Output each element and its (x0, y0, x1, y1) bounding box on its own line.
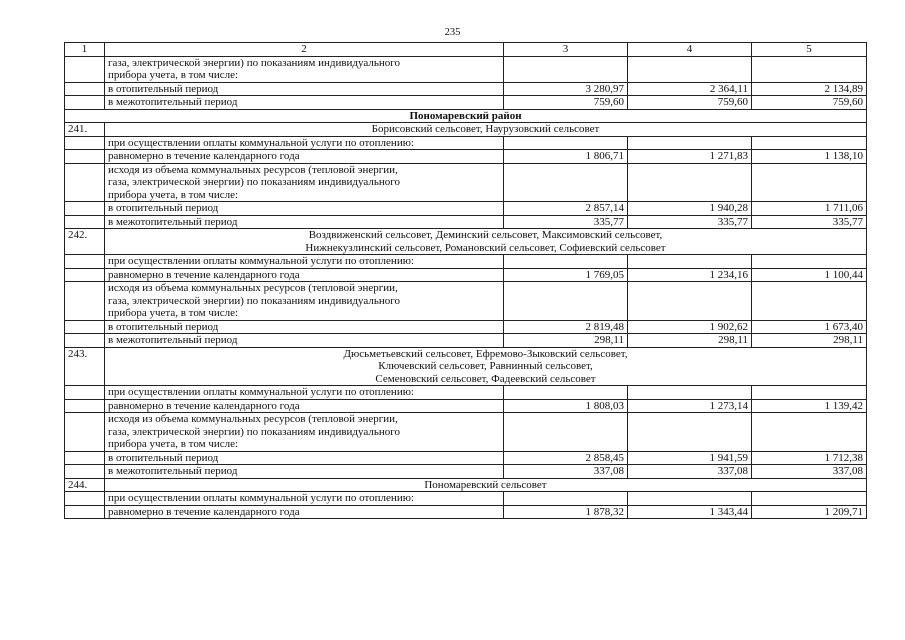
row-label: равномерно в течение календарного года (105, 399, 504, 413)
value-cell (628, 163, 752, 202)
row-number-cell (65, 334, 105, 348)
value-col-5: 2 134,89 (752, 82, 867, 96)
value-col-3: 1 878,32 (504, 505, 628, 519)
desc-line: прибора учета, в том числе: (108, 438, 239, 450)
desc-line: прибора учета, в том числе: (108, 307, 239, 319)
row-number-cell (65, 505, 105, 519)
value-cell (628, 136, 752, 150)
desc-line: исходя из объема коммунальных ресурсов (тепловой энергии, (108, 163, 398, 176)
tariff-table-body (65, 43, 867, 519)
interheating-period-row (65, 465, 867, 479)
section-number: 243. (65, 347, 105, 386)
desc-line: прибора учета, в том числе: (108, 188, 239, 201)
value-col-5: 1 711,06 (752, 202, 867, 216)
row-number-cell (65, 163, 105, 202)
value-col-3: 337,08 (504, 465, 628, 479)
row-label: в отопительный период (105, 82, 504, 96)
value-col-4: 335,77 (628, 215, 752, 229)
continuation-desc-row (65, 56, 867, 82)
section-title-line: Дюсьметьевский сельсовет, Ефремово-Зыковский сельсовет, (343, 347, 628, 360)
value-cell (628, 386, 752, 400)
payment-method-row (65, 386, 867, 400)
section-title (105, 123, 867, 137)
value-col-5: 759,60 (752, 96, 867, 110)
row-number-cell (65, 215, 105, 229)
desc-line: исходя из объема коммунальных ресурсов (тепловой энергии, (108, 413, 398, 425)
heating-period-row (65, 451, 867, 465)
row-number-cell (65, 150, 105, 164)
header-col-4: 4 (628, 43, 752, 57)
row-label: в межотопительный период (105, 215, 504, 229)
meter-source-row (65, 413, 867, 452)
value-col-4: 1 902,62 (628, 320, 752, 334)
interheating-period-row (65, 215, 867, 229)
value-col-5: 337,08 (752, 465, 867, 479)
uniform-payment-row (65, 150, 867, 164)
desc-line: газа, электрической энергии) по показаниям индивидуального (108, 56, 400, 69)
desc-line: прибора учета, в том числе: (108, 69, 239, 81)
row-number-cell (65, 255, 105, 269)
value-col-3: 1 806,71 (504, 150, 628, 164)
section-number: 241. (65, 123, 105, 137)
value-col-5: 298,11 (752, 334, 867, 348)
payment-method-row (65, 136, 867, 150)
row-number-cell (65, 96, 105, 110)
value-col-4: 759,60 (628, 96, 752, 110)
tariff-table (64, 42, 867, 519)
value-col-4: 1 271,83 (628, 150, 752, 164)
page-number: 235 (444, 27, 461, 38)
section-title-row (65, 478, 867, 492)
row-number-cell (65, 465, 105, 479)
row-number-cell (65, 386, 105, 400)
payment-method-row (65, 492, 867, 506)
value-cell (628, 413, 752, 452)
desc-line: исходя из объема коммунальных ресурсов (тепловой энергии, (108, 282, 398, 294)
value-col-4: 298,11 (628, 334, 752, 348)
row-label: в отопительный период (105, 451, 504, 465)
heating-period-row (65, 320, 867, 334)
desc-line: газа, электрической энергии) по показаниям индивидуального (108, 176, 400, 188)
section-title-row (65, 229, 867, 255)
value-col-4: 1 273,14 (628, 399, 752, 413)
section-title-line: Семеновский сельсовет, Фадеевский сельсовет (375, 372, 596, 385)
row-label: равномерно в течение календарного года (105, 150, 504, 164)
uniform-payment-row (65, 268, 867, 282)
value-cell (504, 413, 628, 452)
row-label: в межотопительный период (105, 334, 504, 348)
row-label: в отопительный период (105, 202, 504, 216)
value-cell (504, 255, 628, 269)
value-cell (752, 136, 867, 150)
value-col-4: 1 941,59 (628, 451, 752, 465)
section-title (105, 347, 867, 386)
row-number-cell (65, 451, 105, 465)
row-label: при осуществлении оплаты коммунальной услуги по отоплению: (105, 255, 504, 269)
value-col-5: 1 673,40 (752, 320, 867, 334)
section-title (105, 478, 867, 492)
value-cell (628, 56, 752, 82)
section-title (105, 229, 867, 255)
value-cell (504, 136, 628, 150)
row-label: в отопительный период (105, 320, 504, 334)
value-cell (504, 56, 628, 82)
row-number-cell (65, 413, 105, 452)
value-cell (752, 386, 867, 400)
value-cell (504, 492, 628, 506)
value-col-3: 335,77 (504, 215, 628, 229)
continuation-interheating-row (65, 96, 867, 110)
row-label: равномерно в течение календарного года (105, 505, 504, 519)
value-col-3: 1 808,03 (504, 399, 628, 413)
section-title-row (65, 123, 867, 137)
value-col-4: 337,08 (628, 465, 752, 479)
row-number-cell (65, 136, 105, 150)
value-col-3: 2 858,45 (504, 451, 628, 465)
value-cell (504, 163, 628, 202)
row-label: в межотопительный период (105, 96, 504, 110)
value-col-4: 1 343,44 (628, 505, 752, 519)
district-row (65, 109, 867, 123)
row-label (105, 56, 504, 82)
value-col-3: 2 819,48 (504, 320, 628, 334)
value-cell (752, 56, 867, 82)
value-col-4: 1 234,16 (628, 268, 752, 282)
meter-source-row (65, 163, 867, 202)
value-cell (752, 492, 867, 506)
section-title-line: Нижнекузлинский сельсовет, Романовский сельсовет, Софиевский сельсовет (305, 241, 666, 254)
row-number-cell (65, 320, 105, 334)
value-col-5: 1 712,38 (752, 451, 867, 465)
continuation-heating-row (65, 82, 867, 96)
desc-line: газа, электрической энергии) по показаниям индивидуального (108, 425, 400, 438)
value-cell (504, 282, 628, 321)
row-number-cell (65, 399, 105, 413)
header-col-5: 5 (752, 43, 867, 57)
row-number-cell (65, 282, 105, 321)
row-number-cell (65, 56, 105, 82)
section-title-line: Борисовский сельсовет, Наурузовский сельсовет (371, 123, 600, 135)
value-cell (752, 282, 867, 321)
row-number-cell (65, 492, 105, 506)
row-label: при осуществлении оплаты коммунальной услуги по отоплению: (105, 386, 504, 400)
value-col-5: 1 138,10 (752, 150, 867, 164)
desc-line: газа, электрической энергии) по показаниям индивидуального (108, 294, 400, 307)
section-number: 242. (65, 229, 105, 255)
row-number-cell (65, 82, 105, 96)
section-title-line: Воздвиженский сельсовет, Деминский сельсовет, Максимовский сельсовет, (308, 229, 663, 241)
value-cell (628, 282, 752, 321)
value-col-5: 1 139,42 (752, 399, 867, 413)
uniform-payment-row (65, 399, 867, 413)
heating-period-row (65, 202, 867, 216)
row-number-cell (65, 202, 105, 216)
row-label: при осуществлении оплаты коммунальной услуги по отоплению: (105, 492, 504, 506)
payment-method-row (65, 255, 867, 269)
value-col-3: 2 857,14 (504, 202, 628, 216)
section-title-line: Ключевский сельсовет, Равнинный сельсовет, (378, 360, 593, 372)
header-col-2: 2 (105, 43, 504, 57)
value-col-4: 1 940,28 (628, 202, 752, 216)
value-col-5: 335,77 (752, 215, 867, 229)
value-col-3: 3 280,97 (504, 82, 628, 96)
row-label: в межотопительный период (105, 465, 504, 479)
header-col-1: 1 (65, 43, 105, 57)
value-cell (752, 163, 867, 202)
value-col-4: 2 364,11 (628, 82, 752, 96)
interheating-period-row (65, 334, 867, 348)
value-col-3: 759,60 (504, 96, 628, 110)
value-col-5: 1 100,44 (752, 268, 867, 282)
uniform-payment-row (65, 505, 867, 519)
header-row (65, 43, 867, 57)
row-number-cell (65, 268, 105, 282)
row-label (105, 413, 504, 452)
value-cell (628, 255, 752, 269)
meter-source-row (65, 282, 867, 321)
row-label: при осуществлении оплаты коммунальной услуги по отоплению: (105, 136, 504, 150)
value-col-5: 1 209,71 (752, 505, 867, 519)
row-label (105, 163, 504, 202)
header-col-3: 3 (504, 43, 628, 57)
section-title-row (65, 347, 867, 386)
section-title-line: Пономаревский сельсовет (424, 478, 547, 491)
row-label (105, 282, 504, 321)
value-cell (504, 386, 628, 400)
value-cell (752, 255, 867, 269)
value-cell (752, 413, 867, 452)
value-col-3: 1 769,05 (504, 268, 628, 282)
value-cell (628, 492, 752, 506)
value-col-3: 298,11 (504, 334, 628, 348)
row-label: равномерно в течение календарного года (105, 268, 504, 282)
district-heading: Пономаревский район (65, 109, 867, 123)
section-number: 244. (65, 478, 105, 492)
